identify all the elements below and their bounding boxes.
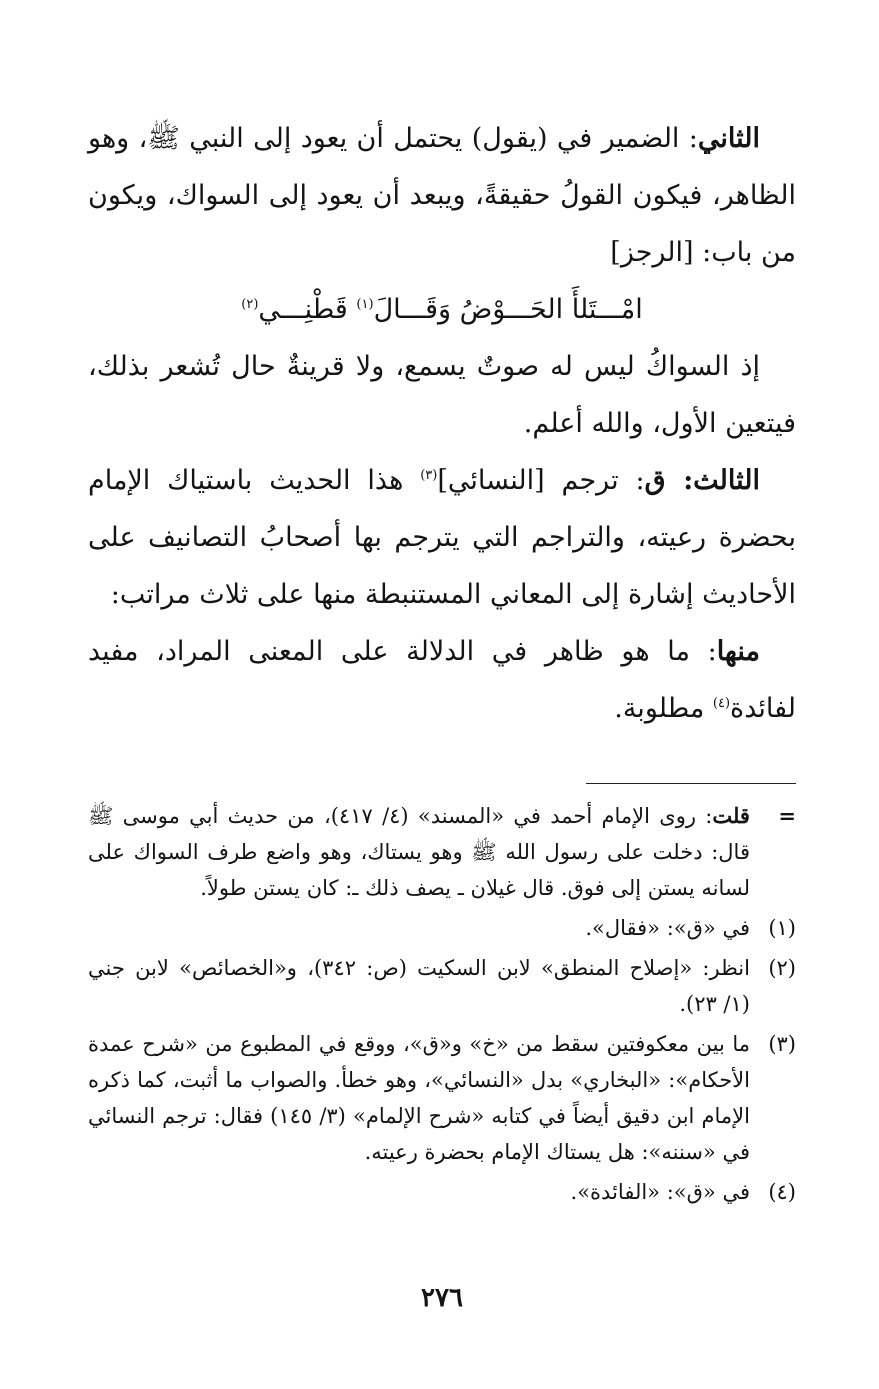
footnote-continuation [88, 798, 796, 906]
footnote-ref[interactable]: (٣) [420, 468, 438, 483]
paragraph-second [88, 110, 796, 281]
footnote-text: ما بين معكوفتين سقط من «خ» و«ق»، ووقع في المطبوع من «شرح عمدة الأحكام»: «البخاري» بدل «النسائي»، وهو خطأ. والصواب ما أثبت، كما ذكره الإمام ابن دقيق أيضاً في كتابه «شرح الإلمام» (٣/ ١٤٥) فقال: ترجم النسائي في «سننه»: هل يستاك الإمام بحضرة رعيته. [88, 1032, 750, 1164]
paragraph-third [88, 452, 796, 623]
footnote-number: (٣) [768, 1032, 796, 1056]
paragraph-lead: الثالث [693, 465, 761, 496]
footnote-ref[interactable]: (٢) [241, 297, 259, 312]
paragraph-text: مطلوبة. [614, 693, 713, 724]
paragraph-text: هذا الحديث باستياك الإمام بحضرة رعيته، والتراجم التي يترجم بها أصحابُ التصانيف على الأحاديث إشارة إلى المعاني المستنبطة منها على ثلاث مراتب: [88, 465, 796, 610]
paragraph-text: : ترجم [النسائي] [437, 465, 645, 496]
footnote-2 [88, 950, 796, 1022]
page-number: ٢٧٦ [421, 1283, 463, 1313]
paragraph-first-rank [88, 623, 796, 737]
footnote-3 [88, 1026, 796, 1170]
footnote-ref[interactable]: (١) [356, 297, 374, 312]
footnote-4 [88, 1174, 796, 1210]
verse-part: امْـــتَلأَ الحَـــوْضُ وَقَـــالَ [373, 294, 643, 325]
main-text [88, 110, 796, 737]
footnotes [88, 798, 796, 1210]
page [88, 110, 796, 1360]
paragraph-lead: منها [716, 636, 760, 667]
footnote-number: (٢) [768, 956, 796, 980]
footnote-text: انظر: «إصلاح المنطق» لابن السكيت (ص: ٣٤٢)، و«الخصائص» لابن جني (١/ ٢٣). [88, 956, 750, 1016]
paragraph-lead-marker: : ق [644, 465, 694, 496]
continuation-marker: = [778, 803, 796, 828]
footnote-lead: قلت [712, 803, 750, 828]
footnote-1 [88, 910, 796, 946]
footnote-text: في «ق»: «الفائدة». [570, 1180, 750, 1204]
footnote-divider [586, 783, 796, 784]
paragraph-text: : الضمير في (يقول) يحتمل أن يعود إلى النبي ﷺ، وهو الظاهر، فيكون القولُ حقيقةً، ويبعد أن يعود إلى السواك، ويكون من باب: [الرجز] [88, 123, 796, 268]
footnote-ref[interactable]: (٤) [712, 696, 731, 711]
footnote-number: (١) [768, 916, 796, 940]
verse-line [88, 281, 796, 338]
footnote-number: (٤) [768, 1180, 796, 1204]
paragraph-text: : ما هو ظاهر في الدلالة على المعنى المراد، مفيد لفائدة [88, 636, 796, 724]
footnote-text: في «ق»: «فقال». [585, 916, 750, 940]
footnote-text: : روى الإمام أحمد في «المسند» (٤/ ٤١٧)، من حديث أبي موسى ﷺ قال: دخلت على رسول الله ﷺ وهو يستاك، وهو واضع طرف السواك على لسانه يستن إلى فوق. قال غيلان ـ يصف ذلك ـ: كان يستن طولاً. [88, 804, 750, 900]
paragraph-lead: الثاني [697, 123, 760, 154]
paragraph-conclusion: إذ السواكُ ليس له صوتٌ يسمع، ولا قرينةٌ حال تُشعر بذلك، فيتعين الأول، والله أعلم. [88, 351, 796, 439]
verse-part: قَطْنِـــي [258, 294, 357, 325]
